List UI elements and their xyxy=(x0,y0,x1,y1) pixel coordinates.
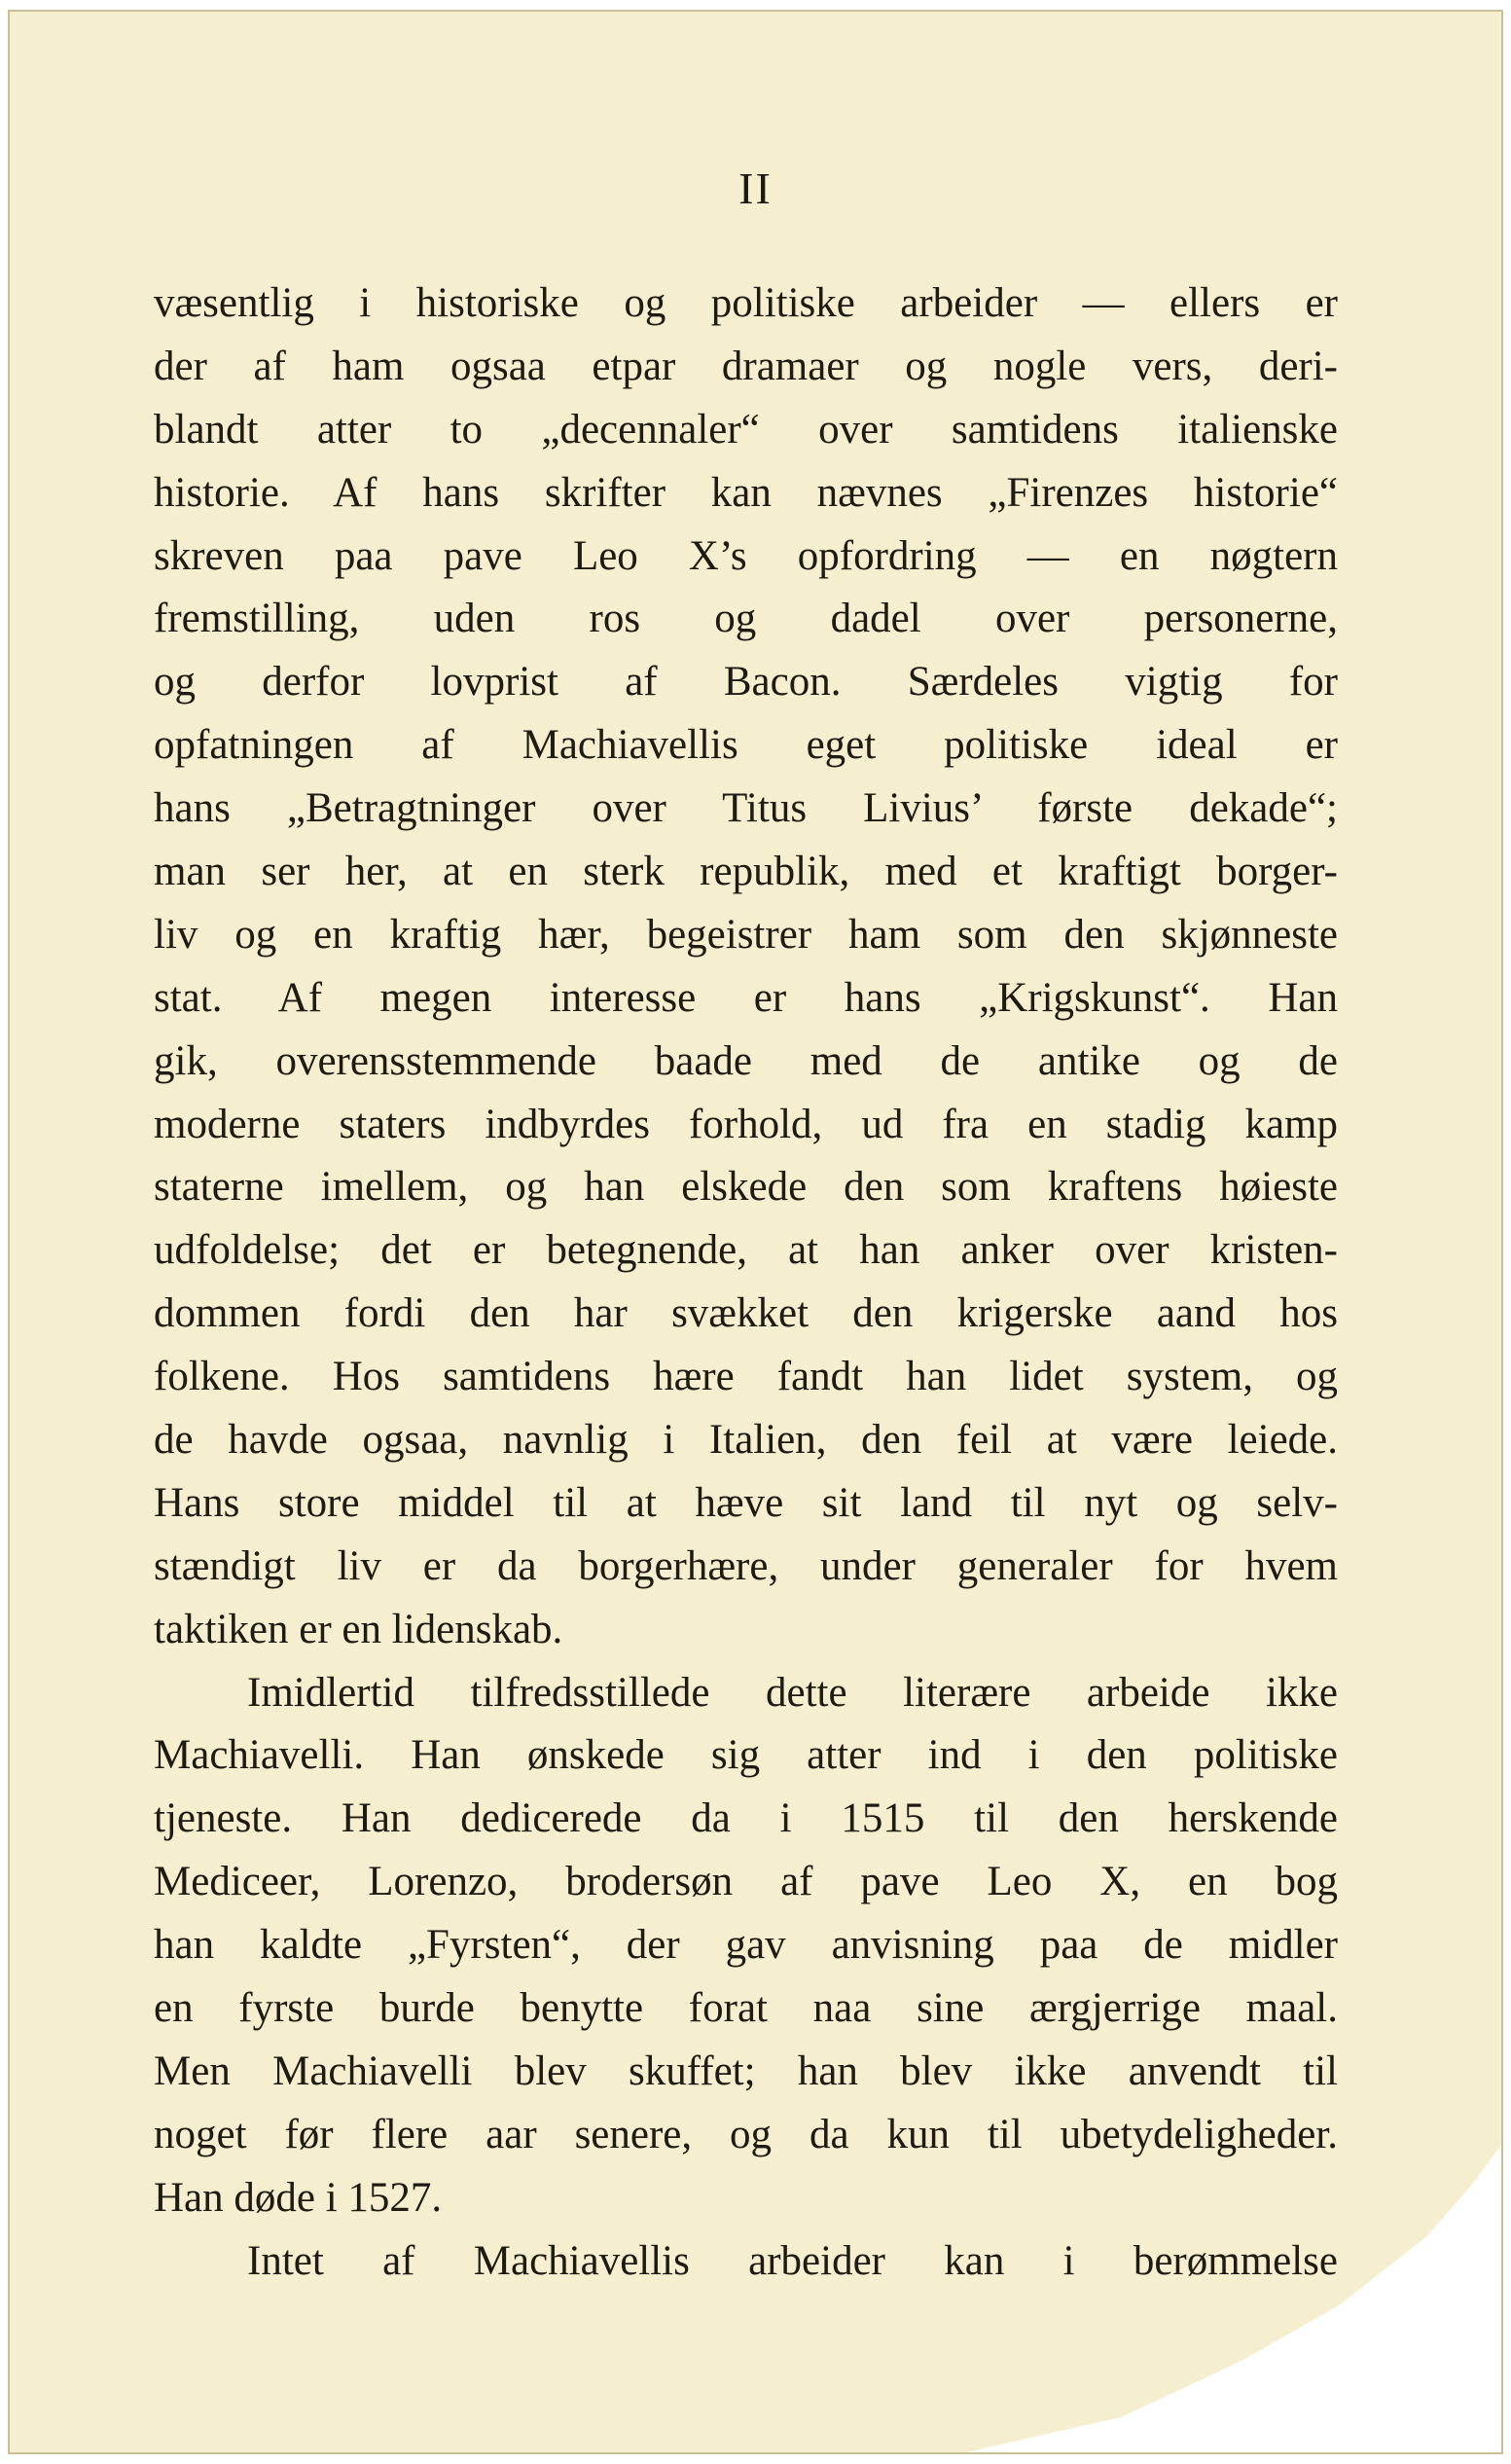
text-line: historie. Af hans skrifter kan nævnes „Firenzes historie“ xyxy=(154,469,1338,516)
text-line: Men Machiavelli blev skuffet; han blev ikke anvendt til xyxy=(154,2047,1338,2094)
text-line: blandt atter to „decennaler“ over samtidens italienske xyxy=(154,406,1338,453)
text-line: folkene. Hos samtidens hære fandt han lidet system, og xyxy=(154,1354,1338,1400)
text-line: stat. Af megen interesse er hans „Krigskunst“. Han xyxy=(154,974,1338,1021)
text-line: tjeneste. Han dedicerede da i 1515 til den herskende xyxy=(154,1795,1338,1842)
text-line: man ser her, at en sterk republik, med et kraftigt borger- xyxy=(154,849,1338,895)
text-line: væsentlig i historiske og politiske arbeider — ellers er xyxy=(154,280,1338,326)
text-line: fremstilling, uden ros og dadel over personerne, xyxy=(154,596,1338,642)
text-line: der af ham ogsaa etpar dramaer og nogle vers, deri- xyxy=(154,343,1338,389)
text-line: staterne imellem, og han elskede den som kraftens høieste xyxy=(154,1164,1338,1211)
page-number: II xyxy=(738,163,773,213)
book-page xyxy=(8,10,1503,2454)
text-line: en fyrste burde benytte forat naa sine ærgjerrige maal. xyxy=(154,1985,1338,2032)
text-line: opfatningen af Machiavellis eget politiske ideal er xyxy=(154,722,1338,769)
text-line: moderne staters indbyrdes forhold, ud fra en stadig kamp xyxy=(154,1101,1338,1147)
text-line: noget før flere aar senere, og da kun til ubetydeligheder. xyxy=(154,2111,1338,2157)
text-line: stændigt liv er da borgerhære, under generaler for hvem xyxy=(154,1542,1338,1589)
text-line: taktiken er en lidenskab. xyxy=(154,1606,563,1652)
text-line: Hans store middel til at hæve sit land til nyt og selv- xyxy=(154,1479,1338,1526)
text-line: og derfor lovprist af Bacon. Særdeles vigtig for xyxy=(154,659,1338,706)
text-line: Han døde i 1527. xyxy=(154,2174,443,2221)
text-line: hans „Betragtninger over Titus Livius’ første dekade“; xyxy=(154,785,1338,832)
text-line: gik, overensstemmende baade med de antike og de xyxy=(154,1037,1338,1084)
text-line: Mediceer, Lorenzo, brodersøn af pave Leo X, en bog xyxy=(154,1859,1338,1905)
text-line: Imidlertid tilfredsstillede dette literære arbeide ikke xyxy=(247,1669,1338,1716)
text-line: de havde ogsaa, navnlig i Italien, den feil at være leiede. xyxy=(154,1417,1338,1464)
text-line: han kaldte „Fyrsten“, der gav anvisning paa de midler xyxy=(154,1922,1338,1969)
text-line: liv og en kraftig hær, begeistrer ham som den skjønneste xyxy=(154,911,1338,958)
text-line: Intet af Machiavellis arbeider kan i berømmelse xyxy=(247,2237,1338,2284)
text-line: dommen fordi den har svækket den krigerske aand hos xyxy=(154,1290,1338,1337)
text-line: skreven paa pave Leo X’s opfordring — en nøgtern xyxy=(154,532,1338,579)
body-text xyxy=(154,272,1338,2294)
text-line: Machiavelli. Han ønskede sig atter ind i den politiske xyxy=(154,1732,1338,1779)
text-line: udfoldelse; det er betegnende, at han anker over kristen- xyxy=(154,1227,1338,1274)
